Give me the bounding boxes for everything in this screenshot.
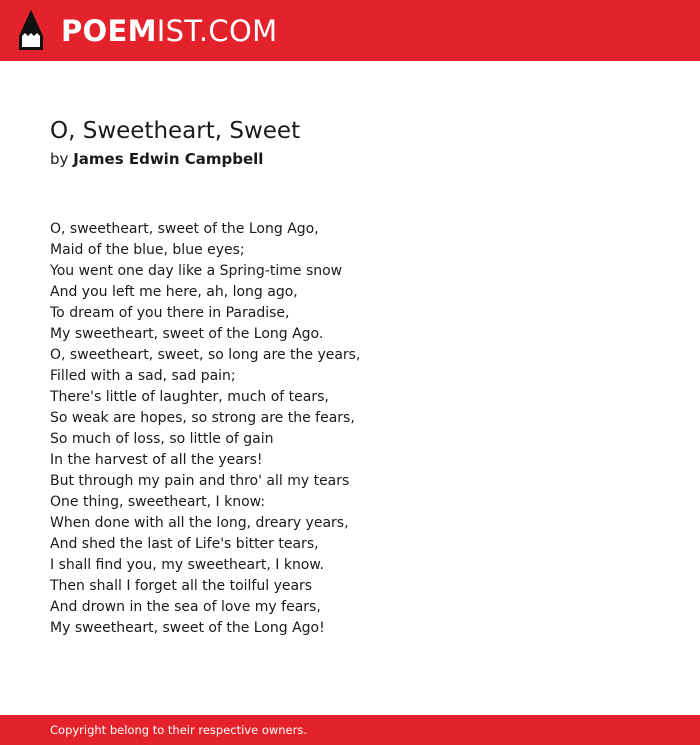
poem-line: And you left me here, ah, long ago, [50,284,298,300]
poem-line: There's little of laughter, much of tears, [50,389,329,405]
logo-bold-text: POEM [61,14,157,48]
poem-line: Filled with a sad, sad pain; [50,368,236,384]
poem-body [50,219,360,639]
poem-title: O, Sweetheart, Sweet [50,118,301,144]
poem-line: So much of loss, so little of gain [50,431,274,447]
poem-line: Maid of the blue, blue eyes; [50,242,245,258]
by-label: by [50,150,69,168]
site-logo[interactable] [61,11,277,51]
byline [50,148,263,170]
poem-line: In the harvest of all the years! [50,452,263,468]
poem-line: And shed the last of Life's bitter tears, [50,536,319,552]
poem-line: O, sweetheart, sweet of the Long Ago, [50,221,319,237]
poem-line: I shall find you, my sweetheart, I know. [50,557,324,573]
copyright-text: Copyright belong to their respective owners. [50,723,308,737]
author-name: James Edwin Campbell [73,150,264,168]
logo-light-text: IST.COM [156,14,278,48]
poem-line: But through my pain and thro' all my tears [50,473,350,489]
poem-line: When done with all the long, dreary years, [50,515,349,531]
poem-line: So weak are hopes, so strong are the fears, [50,410,355,426]
poem-line: And drown in the sea of love my fears, [50,599,321,615]
poem-line: You went one day like a Spring-time snow [50,263,343,279]
poem-line: Then shall I forget all the toilful years [50,578,313,594]
poem-line: My sweetheart, sweet of the Long Ago. [50,326,324,342]
poem-line: One thing, sweetheart, I know: [50,494,266,510]
site-header [0,0,700,61]
poem-line: To dream of you there in Paradise, [50,305,290,321]
pencil-tip-icon[interactable] [17,9,45,51]
site-footer [0,715,700,745]
poem-line: My sweetheart, sweet of the Long Ago! [50,620,325,636]
poem-line: O, sweetheart, sweet, so long are the years, [50,347,361,363]
